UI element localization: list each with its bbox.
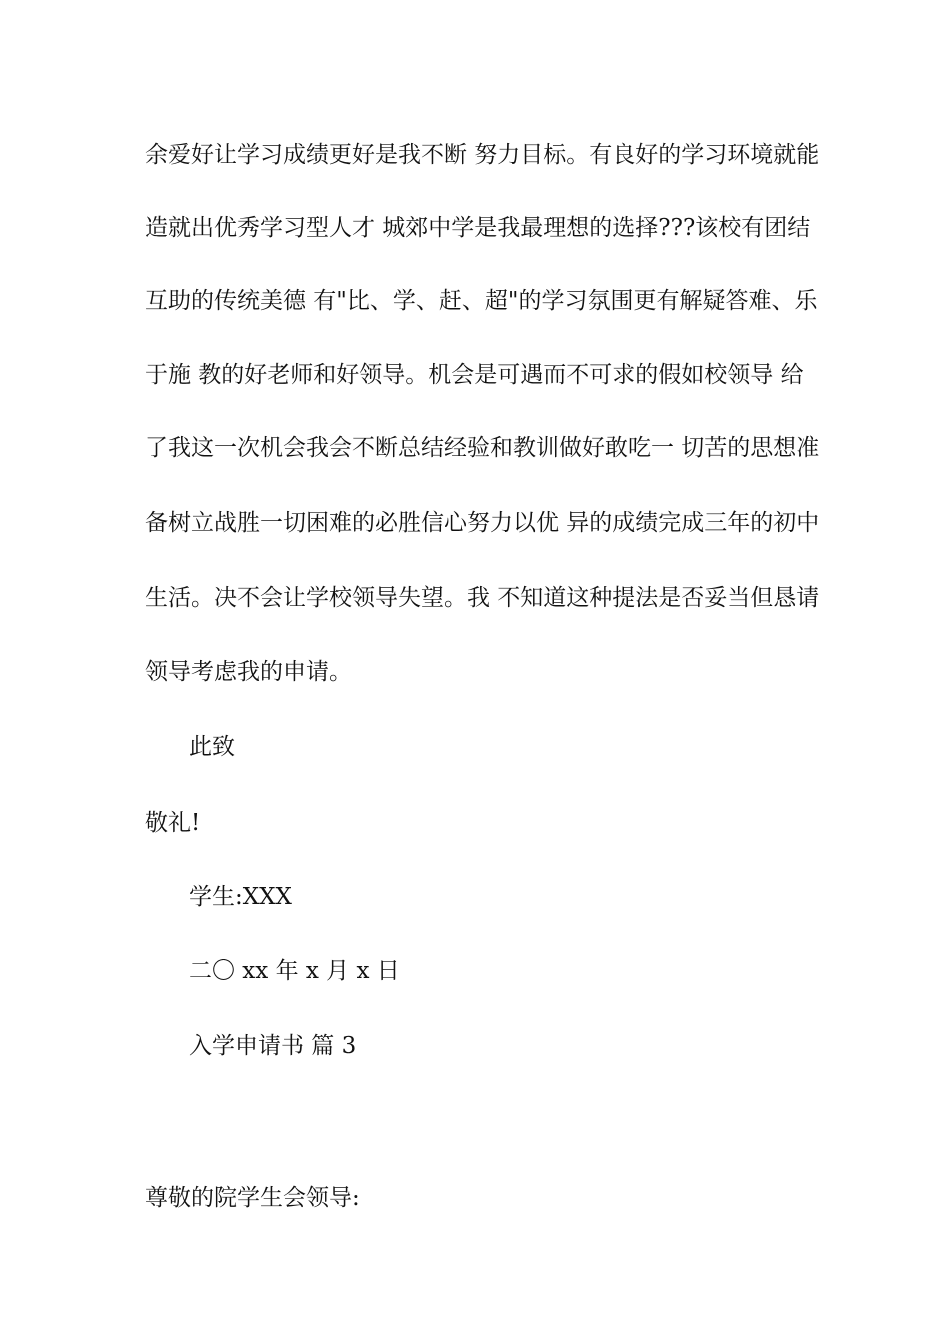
body-line-8: 领导考虑我的申请。	[145, 659, 352, 685]
salute-line: 敬礼!	[145, 810, 201, 836]
section-title: 入学申请书 篇 3	[189, 1033, 357, 1059]
body-line-7: 生活。决不会让学校领导失望。我 不知道这种提法是否妥当但恳请	[145, 585, 820, 611]
body-line-2: 造就出优秀学习型人才 城郊中学是我最理想的选择???该校有团结	[145, 215, 811, 241]
body-line-6: 备树立战胜一切困难的必胜信心努力以优 异的成绩完成三年的初中	[145, 510, 820, 536]
closing-line: 此致	[189, 734, 235, 760]
greeting-line: 尊敬的院学生会领导:	[145, 1185, 360, 1211]
body-line-5: 了我这一次机会我会不断总结经验和教训做好敢吃一 切苦的思想准	[145, 435, 820, 461]
date-line: 二〇 xx 年 x 月 x 日	[189, 958, 400, 984]
signature-line: 学生:XXX	[189, 884, 292, 910]
body-line-4: 于施 教的好老师和好领导。机会是可遇而不可求的假如校领导 给	[145, 362, 804, 388]
body-line-3: 互助的传统美德 有"比、学、赶、超"的学习氛围更有解疑答难、乐	[145, 288, 818, 314]
body-line-1: 余爱好让学习成绩更好是我不断 努力目标。有良好的学习环境就能	[145, 142, 820, 168]
